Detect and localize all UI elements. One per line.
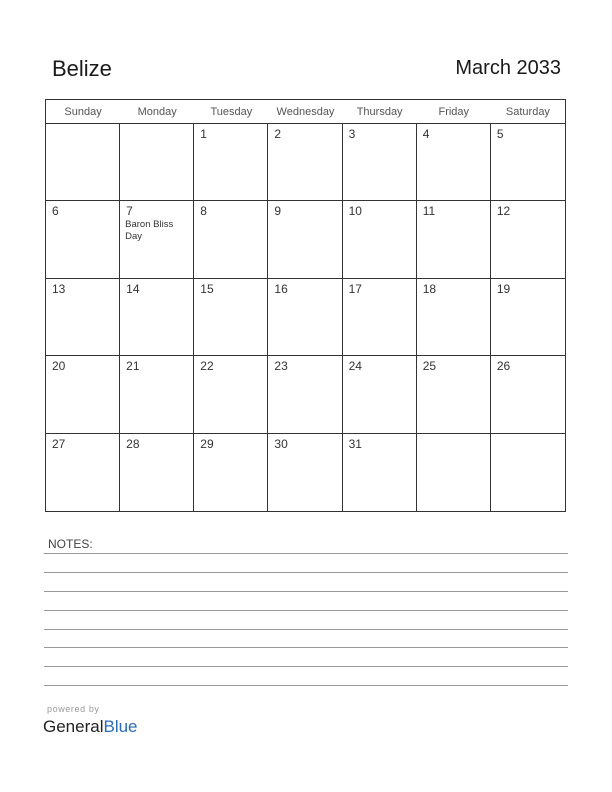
day-number: 4: [422, 127, 430, 141]
day-cell: [491, 201, 565, 278]
day-cell: [417, 201, 491, 278]
day-cell: [46, 124, 120, 201]
day-cell: [268, 434, 342, 511]
day-cell: [268, 279, 342, 356]
weekday-header: Saturday: [491, 100, 565, 124]
day-number: 9: [274, 204, 282, 219]
day-cell: [491, 356, 565, 433]
day-cell: [194, 124, 268, 201]
day-cell: [343, 201, 417, 278]
day-number: 29: [200, 436, 214, 451]
day-cell: [268, 356, 342, 433]
notes-rule-line: [44, 553, 568, 554]
day-cell: [46, 201, 120, 278]
day-cell: [343, 356, 417, 433]
day-cell: [120, 124, 194, 201]
weekday-header: Thursday: [343, 100, 417, 124]
day-number: 16: [274, 281, 288, 296]
notes-rule-line: [44, 591, 568, 592]
day-number: 22: [200, 359, 214, 374]
day-number: 12: [496, 204, 511, 219]
day-number: 23: [274, 359, 288, 374]
day-cell: [343, 279, 417, 356]
day-cell: [120, 201, 194, 278]
day-number: 24: [348, 359, 362, 374]
brand-blue-text: Blue: [103, 717, 138, 736]
day-number: 17: [348, 281, 362, 296]
day-number: 20: [52, 359, 66, 374]
notes-rule-line: [44, 610, 568, 611]
day-number: 10: [348, 204, 362, 219]
day-number: 30: [274, 436, 288, 451]
brand-general-text: General: [43, 717, 104, 736]
notes-rule-line: [44, 572, 568, 573]
day-cell: [46, 434, 120, 511]
day-number: 6: [52, 204, 59, 219]
day-cell: [268, 201, 342, 278]
notes-rule-line: [44, 647, 568, 648]
notes-rule-line: [44, 666, 568, 667]
weekday-header: Friday: [417, 100, 491, 124]
day-cell: [120, 434, 194, 511]
day-number: 11: [422, 204, 436, 219]
day-number: 15: [200, 281, 214, 296]
generalblue-logo: [43, 717, 138, 737]
day-number: 21: [126, 359, 140, 374]
day-cell: [194, 201, 268, 278]
day-number: 19: [496, 281, 511, 296]
holiday-label: Baron Bliss Day: [125, 219, 174, 243]
day-cell: [491, 124, 565, 201]
notes-rule-line: [44, 629, 568, 630]
calendar-grid: [45, 99, 566, 512]
day-cell: [417, 434, 491, 511]
weekday-header: Wednesday: [268, 100, 342, 124]
day-cell: [491, 279, 565, 356]
day-cell: [194, 356, 268, 433]
day-number: 2: [274, 127, 282, 141]
day-cell: [343, 434, 417, 511]
day-number: 25: [422, 359, 437, 374]
day-number: 5: [496, 127, 504, 141]
weekday-header: Monday: [120, 100, 194, 124]
day-number: 26: [496, 359, 511, 374]
day-number: 8: [200, 204, 207, 219]
day-number: 18: [422, 281, 437, 296]
weekday-header: Tuesday: [194, 100, 268, 124]
day-cell: [46, 356, 120, 433]
day-cell: [120, 279, 194, 356]
notes-label: NOTES:: [48, 537, 93, 551]
day-cell: [417, 124, 491, 201]
day-number: 27: [52, 436, 66, 451]
day-cell: [194, 434, 268, 511]
day-cell: [417, 279, 491, 356]
day-cell: [194, 279, 268, 356]
country-title: Belize: [52, 56, 112, 81]
day-number: 13: [52, 281, 66, 296]
day-cell: [343, 124, 417, 201]
day-number: 31: [348, 436, 362, 451]
day-cell: [268, 124, 342, 201]
day-number: 1: [200, 127, 207, 141]
day-cell: [417, 356, 491, 433]
powered-by-text: powered by: [47, 704, 100, 714]
day-number: 3: [348, 127, 356, 141]
day-cell: [120, 356, 194, 433]
month-year-title: March 2033: [455, 57, 561, 79]
day-number: 28: [126, 436, 140, 451]
day-cell: [491, 434, 565, 511]
notes-rule-line: [44, 685, 568, 686]
weekday-header: Sunday: [46, 100, 120, 124]
day-number: 14: [126, 281, 140, 296]
day-number: 7: [126, 204, 133, 219]
day-cell: [46, 279, 120, 356]
